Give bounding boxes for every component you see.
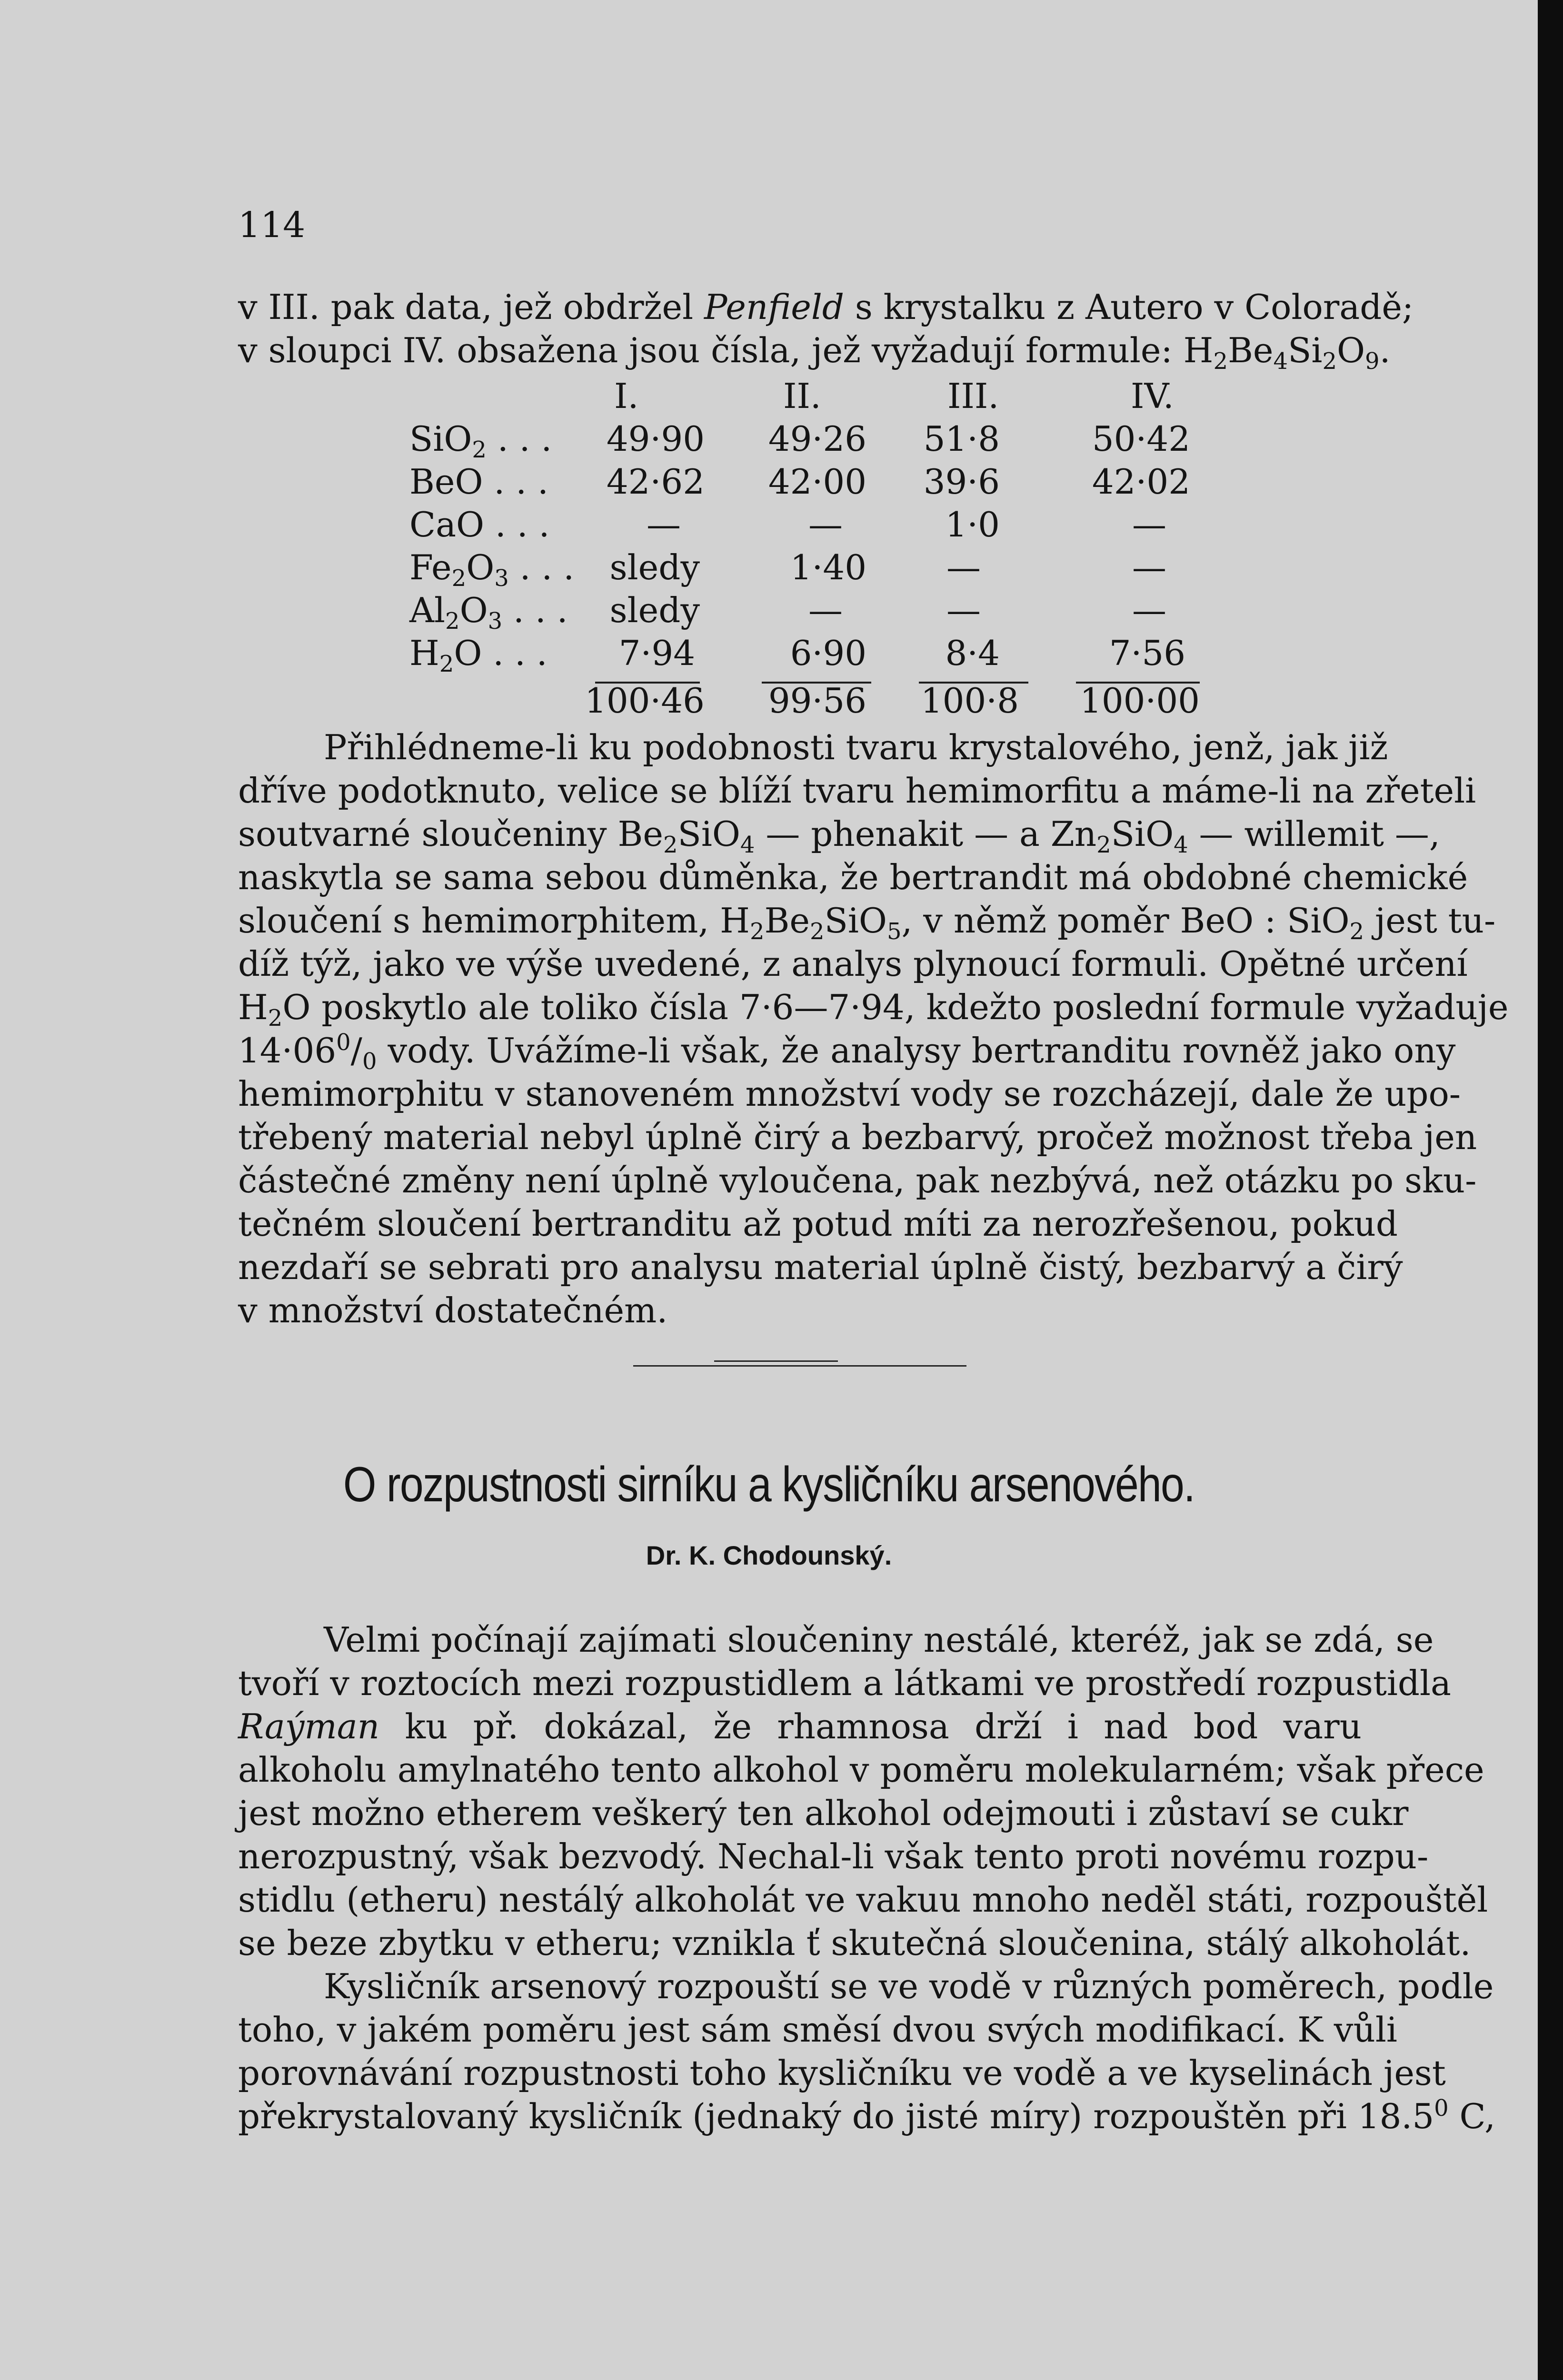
- text-line: $H_2O$ poskytlo ale toliko čísla 7·6—7·94, kdežto poslední formule vyžaduje: [238, 987, 1509, 1031]
- column-header: III.: [947, 376, 999, 416]
- intro-line: v III. pak data, jež obdržel Penfield s krystalku z Autero v Coloradě;: [238, 287, 1414, 327]
- scan-border: [1538, 0, 1563, 2380]
- text-line: dříve podotknuto, velice se blíží tvaru hemimorfitu a máme-li na zřeteli: [238, 771, 1476, 811]
- table-cell: 49·90: [606, 419, 705, 459]
- text-line: alkoholu amylnatého tento alkohol v poměru molekularném; však přece: [238, 1750, 1484, 1790]
- text-line: se beze zbytku v etheru; vznikla ť skutečná sloučenina, stálý alkoholát.: [238, 1923, 1471, 1963]
- row-label-fe2o3: $Fe_2O_3$ . . .: [409, 547, 575, 592]
- text-line: třebený material nebyl úplně čirý a bezbarvý, pročež možnost třeba jen: [238, 1117, 1477, 1157]
- text-line: stidlu (etheru) nestálý alkoholát ve vakuu mnoho neděl státi, rozpouštěl: [238, 1880, 1488, 1920]
- text-line: nerozpustný, však bezvodý. Nechal-li však tento proti novému rozpu-: [238, 1836, 1429, 1876]
- author-name-rayman: Raýman: [238, 1706, 380, 1746]
- text-line: částečné změny není úplně vyloučena, pak nezbývá, než otázku po sku-: [238, 1160, 1477, 1200]
- intro-line: v sloupci IV. obsažena jsou čísla, jež vyžadují formule: $H_2Be_4Si_2O_9$.: [238, 330, 1391, 375]
- table-cell: 7·94: [618, 633, 695, 673]
- text-line: nezdaří se sebrati pro analysu material úplně čistý, bezbarvý a čirý: [238, 1247, 1403, 1287]
- row-label-cao: CaO . . .: [409, 505, 550, 545]
- row-label-beo: BeO . . .: [409, 462, 548, 502]
- text-line: naskytla se sama sebou důměnka, že bertrandit má obdobné chemické: [238, 857, 1468, 897]
- intro-text: [238, 286, 1414, 375]
- text-line: Kysličník arsenový rozpouští se ve vodě v různých poměrech, podle: [324, 1966, 1494, 2006]
- section-divider-accent: [714, 1360, 838, 1362]
- table-total: 99·56: [768, 681, 866, 721]
- table-cell: 42·00: [768, 462, 866, 502]
- table-cell: —: [1132, 547, 1166, 587]
- text-line: soutvarné sloučeniny $Be_2SiO_4$ — phenakit — a $Zn_2SiO_4$ — willemit —,: [238, 814, 1440, 858]
- text-line: Raýman ku př. dokázal, že rhamnosa drží i nad bod varu: [238, 1706, 1362, 1746]
- paragraph-intro-article: [238, 1618, 1495, 2138]
- table-cell: 7·56: [1109, 633, 1185, 673]
- text-line: toho, v jakém poměru jest sám směsí dvou svých modifikací. K vůli: [238, 2010, 1397, 2050]
- table-cell: —: [1132, 590, 1166, 630]
- column-header: IV.: [1131, 376, 1174, 416]
- row-label-sio2: SiO$_2$ . . .: [409, 419, 552, 463]
- text-line: porovnávání rozpustnosti toho kysličníku ve vodě a ve kyselinách jest: [238, 2053, 1446, 2093]
- column-header: II.: [783, 376, 821, 416]
- table-cell: sledy: [609, 547, 700, 587]
- table-total: 100·46: [585, 681, 705, 721]
- text-line: jest možno etherem veškerý ten alkohol odejmouti i zůstaví se cukr: [238, 1793, 1409, 1833]
- paragraph-bertrandit: [238, 726, 1509, 1332]
- text-line: tvoří v roztocích mezi rozpustidlem a látkami ve prostředí rozpustidla: [238, 1663, 1451, 1703]
- table-cell: —: [808, 505, 843, 545]
- table-cell: sledy: [609, 590, 700, 630]
- row-label-al2o3: $Al_2O_3$ . . .: [409, 590, 568, 635]
- table-cell: 1·0: [945, 505, 1000, 545]
- row-label-h2o: $H_2O$ . . .: [409, 633, 548, 677]
- text-line: v množství dostatečném.: [238, 1290, 668, 1330]
- table-cell: —: [808, 590, 843, 630]
- table-cell: 6·90: [790, 633, 866, 673]
- table-cell: —: [647, 505, 681, 545]
- text-line: sloučení s hemimorphitem, $H_2Be_2SiO_5$, v němž poměr BeO : SiO$_2$ jest tu-: [238, 901, 1496, 945]
- table-cell: —: [1132, 505, 1166, 545]
- table-cell: 42·02: [1092, 462, 1190, 502]
- table-cell: 51·8: [923, 419, 1000, 459]
- text-line: $14\cdot 06^0/_0$ vody. Uvážíme-li však, že analysy bertranditu rovněž jako ony: [238, 1029, 1456, 1075]
- table-cell: —: [946, 590, 981, 630]
- text-line: tečném sloučení bertranditu až potud míti za nerozřešenou, pokud: [238, 1204, 1398, 1244]
- article-author: Dr. K. Chodounský.: [646, 1540, 892, 1570]
- column-header: I.: [614, 376, 639, 416]
- text-line: díž týž, jako ve výše uvedené, z analys plynoucí formuli. Opětné určení: [238, 944, 1468, 984]
- author-name-penfield: Penfield: [704, 287, 844, 327]
- page-number: 114: [238, 205, 306, 246]
- text-line: překrystalovaný kysličník (jednaký do jisté míry) rozpouštěn při 18.5$^0$ C,: [238, 2095, 1495, 2136]
- table-total: 100·00: [1080, 681, 1200, 721]
- table-cell: 8·4: [945, 633, 1000, 673]
- table-cell: 49·26: [768, 419, 866, 459]
- text-line: Přihlédneme-li ku podobnosti tvaru krystalového, jenž, jak již: [324, 727, 1388, 767]
- table-total: 100·8: [920, 681, 1019, 721]
- text-line: Velmi počínají zajímati sloučeniny nestálé, kteréž, jak se zdá, se: [324, 1620, 1434, 1660]
- text-line: hemimorphitu v stanoveném množství vody se rozcházejí, dale že upo-: [238, 1074, 1461, 1114]
- table-cell: —: [946, 547, 981, 587]
- table-cell: 1·40: [790, 547, 866, 587]
- table-cell: 50·42: [1092, 419, 1190, 459]
- table-cell: 39·6: [923, 462, 1000, 502]
- section-divider: [633, 1365, 966, 1367]
- table-cell: 42·62: [606, 462, 705, 502]
- article-title: O rozpustnosti sirníku a kysličníku arsenového.: [343, 1457, 1195, 1512]
